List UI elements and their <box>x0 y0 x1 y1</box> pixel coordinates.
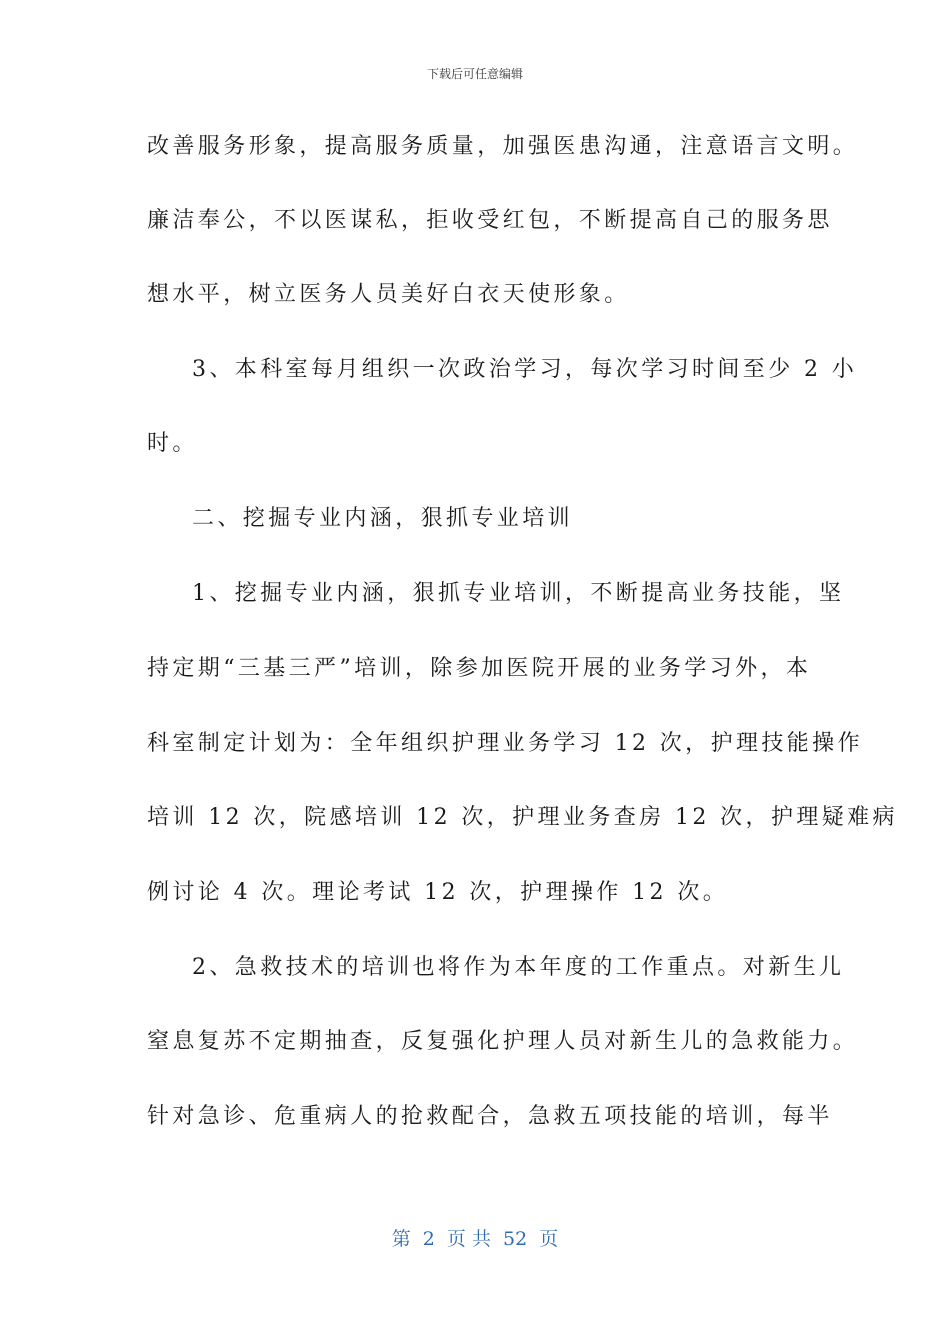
text-line: 想水平，树立医务人员美好白衣天使形象。 <box>147 282 630 307</box>
text-line: 廉洁奉公，不以医谋私，拒收受红包，不断提高自己的服务思 <box>147 208 833 233</box>
page-header: 下载后可任意编辑 <box>426 67 523 81</box>
footer-middle: 页 共 <box>446 1228 491 1250</box>
text-line: 2、急救技术的培训也将作为本年度的工作重点。对新生儿 <box>192 955 845 980</box>
text-line: 3、本科室每月组织一次政治学习，每次学习时间至少 2 小 <box>192 357 858 382</box>
text-line: 改善服务形象，提高服务质量，加强医患沟通，注意语言文明。 <box>147 134 859 159</box>
text-line: 1、挖掘专业内涵，狠抓专业培训，不断提高业务技能，坚 <box>192 581 845 606</box>
footer-suffix: 页 <box>539 1228 559 1250</box>
text-line: 科室制定计划为：全年组织护理业务学习 12 次，护理技能操作 <box>147 731 863 756</box>
section-heading: 二、挖掘专业内涵，狠抓专业培训 <box>192 506 574 531</box>
footer-prefix: 第 <box>391 1228 411 1250</box>
text-line: 持定期“三基三严”培训，除参加医院开展的业务学习外，本 <box>147 656 812 681</box>
total-page-count: 52 <box>503 1228 528 1250</box>
page-footer <box>0 1226 950 1252</box>
text-line: 窒息复苏不定期抽查，反复强化护理人员对新生儿的急救能力。 <box>147 1029 859 1054</box>
text-line: 例讨论 4 次。理论考试 12 次，护理操作 12 次。 <box>147 880 729 905</box>
text-line: 时。 <box>147 431 198 456</box>
current-page-number: 2 <box>422 1228 435 1250</box>
text-line: 培训 12 次，院感培训 12 次，护理业务查房 12 次，护理疑难病 <box>147 805 898 830</box>
text-line: 针对急诊、危重病人的抢救配合，急救五项技能的培训，每半 <box>147 1104 833 1129</box>
